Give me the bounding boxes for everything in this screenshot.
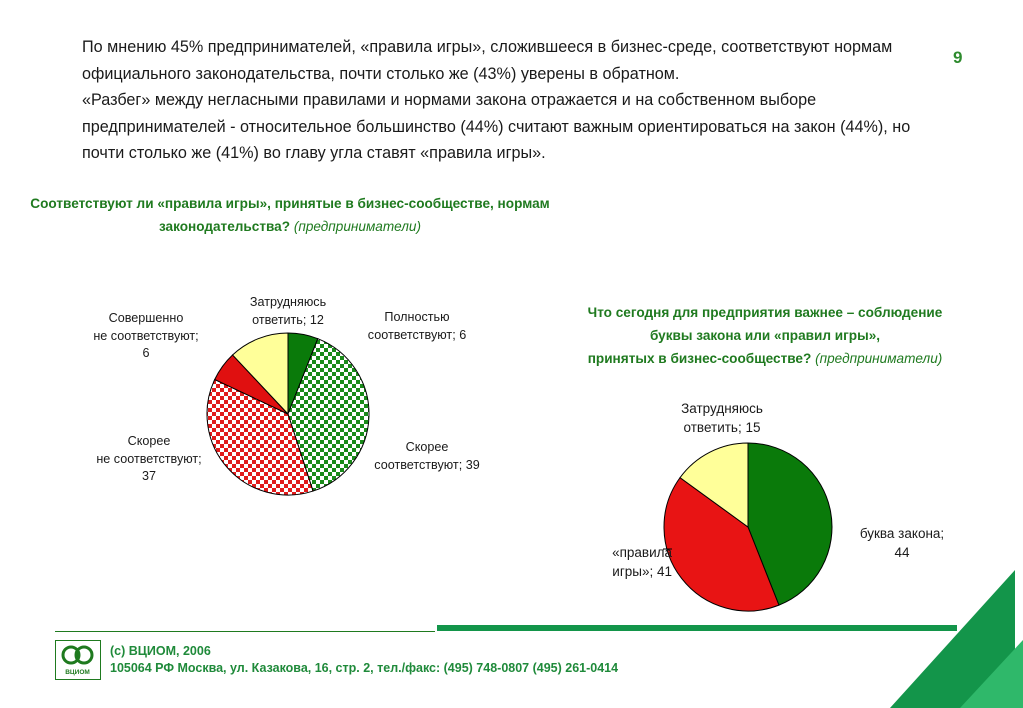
label-totally-not-l2: не соответствуют;: [93, 328, 199, 343]
label-rather-l2: соответствуют; 39: [374, 457, 480, 472]
label-totally-not-l1: Совершенно: [108, 311, 184, 325]
label-full-l2: соответствуют; 6: [367, 327, 467, 342]
label-unsure-2-l1: Затрудняюсь: [681, 401, 763, 416]
footer-line: [55, 631, 435, 632]
label-rather-not-l1: Скорее: [127, 434, 171, 448]
logo-icon: [56, 641, 99, 678]
intro-paragraph-1: По мнению 45% предпринимателей, «правила игры», сложившееся в бизнес-среде, соответствуют нормам официального законодательства, почти столько же (43%) уверены в обратном.: [82, 38, 893, 83]
chart1-title-text: Соответствуют ли «правила игры», принятые в бизнес-сообществе, нормам законодательства?: [30, 196, 550, 234]
footer-address: 105064 РФ Москва, ул. Казакова, 16, стр. 2, тел./факс: (495) 748-0807 (495) 261-0414: [110, 661, 619, 675]
label-law-l2: 44: [894, 545, 910, 560]
chart2-subtitle: (предприниматели): [815, 351, 943, 366]
label-unsure-1-l1: Затрудняюсь: [249, 295, 327, 309]
label-unsure-1-l2: ответить; 12: [252, 312, 324, 327]
chart1-subtitle: (предприниматели): [293, 219, 422, 234]
logo-text: ВЦИОМ: [65, 669, 90, 676]
label-law-l1: буква закона;: [859, 526, 945, 541]
vciom-logo: [55, 640, 101, 680]
footer-text: [110, 643, 618, 677]
label-rather-not-l2: не соответствуют;: [96, 451, 202, 466]
footer-copyright: (с) ВЦИОМ, 2006: [110, 644, 211, 658]
chart2-title-line1: Что сегодня для предприятия важнее – соблюдение: [587, 305, 943, 320]
chart2-title-line2: буквы закона или «правил игры»,: [649, 328, 881, 343]
label-rules-l2: игры»; 41: [612, 564, 672, 579]
chart2-title-line3: принятых в бизнес-сообществе?: [587, 351, 812, 366]
label-rather-l1: Скорее: [405, 440, 449, 454]
label-totally-not-l3: 6: [142, 346, 150, 360]
label-rules-l1: «правила: [612, 545, 672, 560]
page-number: 9: [953, 48, 963, 67]
label-full-l1: Полностью: [384, 310, 450, 324]
label-unsure-2-l2: ответить; 15: [683, 420, 761, 435]
label-rather-not-l3: 37: [141, 469, 156, 483]
intro-paragraph-2: «Разбег» между негласными правилами и нормами закона отражается и на собственном выборе предпринимателей - относительное большинство (44%) считают важным ориентироваться на закон (44%), но почти столько же (41%) во главу угла ставят «правила игры».: [82, 91, 911, 162]
footer-bar: [437, 625, 957, 631]
